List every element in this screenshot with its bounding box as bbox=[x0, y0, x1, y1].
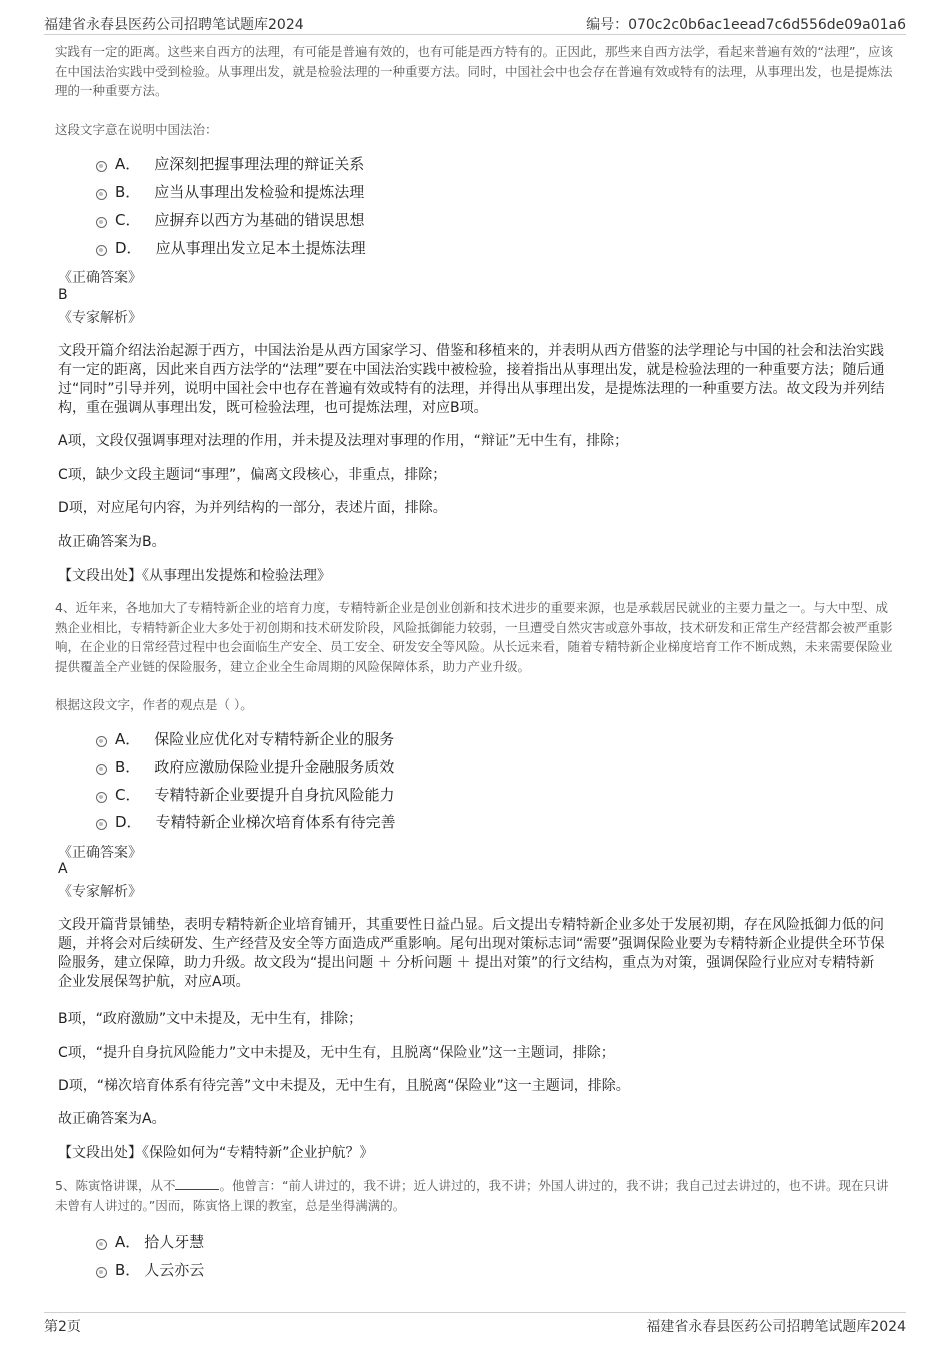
radio-icon[interactable] bbox=[96, 764, 107, 775]
q3-source: 【文段出处】《从事理出发提炼和检验法理》 bbox=[58, 568, 331, 584]
option-letter: A． bbox=[115, 1232, 141, 1251]
q3-option-d[interactable] bbox=[96, 236, 366, 258]
q3-analysis-label: 《专家解析》 bbox=[58, 310, 142, 326]
option-text: 专精特新企业要提升自身抗风险能力 bbox=[154, 785, 395, 804]
page-header bbox=[44, 0, 906, 35]
q4-exclusion-b: B项，“政府激励”文中未提及，无中生有，排除； bbox=[58, 1011, 363, 1027]
q5-passage-before: 5、陈寅恪讲课，从不 bbox=[55, 1178, 176, 1193]
option-letter: A． bbox=[115, 154, 141, 173]
radio-icon[interactable] bbox=[96, 189, 107, 200]
option-letter: C． bbox=[115, 210, 141, 229]
q4-source: 【文段出处】《保险如何为“专精特新”企业护航？》 bbox=[58, 1145, 374, 1161]
radio-icon[interactable] bbox=[96, 1267, 107, 1278]
radio-icon[interactable] bbox=[96, 792, 107, 803]
q5-passage-after: 。他曾言：“前人讲过的，我不讲；近人讲过的，我不讲；外国人讲过的，我不讲；我自己过去讲过的，也不讲。现在只讲未曾有人讲过的。”因而，陈寅恪上课的教室，总是坐得满满的。 bbox=[55, 1178, 889, 1213]
option-letter: D． bbox=[115, 238, 142, 257]
q3-answer: B bbox=[58, 287, 68, 303]
page-footer bbox=[44, 1312, 906, 1343]
q3-option-c[interactable] bbox=[96, 208, 365, 230]
radio-icon[interactable] bbox=[96, 1239, 107, 1250]
q4-analysis: 文段开篇背景铺垫，表明专精特新企业培育铺开，其重要性日益凸显。后文提出专精特新企业多处于发展初期，存在风险抵御力低的问题，并将会对后续研发、生产经营及安全等方面造成严重影响。尾句出现对策标志词“需要”强调保险业要为专精特新企业提供全环节保险服务，建立保障，助力升级。故文段为“提出问题 ＋ 分析问题 ＋ 提出对策”的行文结构，重点为对策，强调保险行业应对专精特新企业发展保驾护航，对应A项。 bbox=[58, 917, 885, 990]
q4-answer-label: 《正确答案》 bbox=[58, 845, 142, 861]
option-letter: B． bbox=[115, 182, 141, 201]
q4-option-c[interactable] bbox=[96, 783, 395, 805]
q4-answer: A bbox=[58, 861, 68, 877]
option-text: 应从事理出发立足本土提炼法理 bbox=[155, 238, 366, 257]
option-text: 拾人牙慧 bbox=[144, 1232, 205, 1251]
option-letter: B． bbox=[115, 757, 141, 776]
q4-passage: 4、近年来，各地加大了专精特新企业的培育力度，专精特新企业是创业创新和技术进步的重要来源，也是承载居民就业的主要力量之一。与大中型、成熟企业相比，专精特新企业大多处于初创期和技术研发阶段，风险抵御能力较弱，一旦遭受自然灾害或意外事故，技术研发和正常生产经营都会被严重影响，在企业的日常经营过程中也会面临生产安全、员工安全、研发安全等风险。从长远来看，随着专精特新企业梯度培育工作不断成熟，未来需要保险业提供覆盖全产业链的保险服务，建立企业全生命周期的风险保障体系，助力产业升级。 bbox=[55, 600, 893, 674]
q3-exclusion-d: D项，对应尾句内容，为并列结构的一部分，表述片面，排除。 bbox=[58, 500, 447, 516]
q3-conclusion: 故正确答案为B。 bbox=[58, 534, 166, 550]
q5-option-b[interactable] bbox=[96, 1258, 204, 1280]
option-text: 应摒弃以西方为基础的错误思想 bbox=[154, 210, 365, 229]
q4-exclusion-d: D项，“梯次培育体系有待完善”文中未提及，无中生有，且脱离“保险业”这一主题词，排除。 bbox=[58, 1078, 630, 1094]
q4-exclusion-c: C项，“提升自身抗风险能力”文中未提及，无中生有，且脱离“保险业”这一主题词，排除； bbox=[58, 1045, 615, 1061]
fill-in-blank bbox=[175, 1177, 219, 1190]
q3-analysis: 文段开篇介绍法治起源于西方，中国法治是从西方国家学习、借鉴和移植来的，并表明从西方借鉴的法学理论与中国的社会和法治实践有一定的距离，因此来自西方法学的“法理”要在中国法治实践中被检验，接着指出从事理出发，就是检验法理的一种重要方法；随后通过“同时”引导并列，说明中国社会中也存在普遍有效或特有的法理，并得出从事理出发，是提炼法理的一种重要方法。故文段为并列结构，重在强调从事理出发，既可检验法理，也可提炼法理，对应B项。 bbox=[58, 343, 885, 416]
q3-option-b[interactable] bbox=[96, 180, 364, 202]
radio-icon[interactable] bbox=[96, 736, 107, 747]
radio-icon[interactable] bbox=[96, 217, 107, 228]
option-letter: A． bbox=[115, 729, 141, 748]
footer-title: 福建省永春县医药公司招聘笔试题库2024 bbox=[646, 1319, 906, 1335]
document-code: 编号：070c2c0b6ac1eead7c6d556de09a01a6 bbox=[586, 17, 906, 33]
option-text: 保险业应优化对专精特新企业的服务 bbox=[154, 729, 395, 748]
q3-exclusion-c: C项，缺少文段主题词“事理”，偏离文段核心，非重点，排除； bbox=[58, 467, 447, 483]
q4-option-a[interactable] bbox=[96, 727, 394, 749]
radio-icon[interactable] bbox=[96, 245, 107, 256]
q4-analysis-label: 《专家解析》 bbox=[58, 884, 142, 900]
q3-passage: 实践有一定的距离。这些来自西方的法理，有可能是普遍有效的，也有可能是西方特有的。正因此，那些来自西方法学，看起来普遍有效的“法理”，应该在中国法治实践中受到检验。从事理出发，就是检验法理的一种重要方法。同时，中国社会中也会存在普遍有效或特有的法理，从事理出发，也是提炼法理的一种重要方法。 bbox=[55, 44, 893, 98]
q5-passage bbox=[55, 1176, 898, 1215]
q4-conclusion: 故正确答案为A。 bbox=[58, 1111, 166, 1127]
option-letter: D． bbox=[115, 812, 142, 831]
page-number: 第2页 bbox=[44, 1319, 81, 1335]
q3-stem: 这段文字意在说明中国法治： bbox=[55, 122, 218, 137]
option-text: 专精特新企业梯次培育体系有待完善 bbox=[155, 812, 396, 831]
radio-icon[interactable] bbox=[96, 161, 107, 172]
option-text: 政府应激励保险业提升金融服务质效 bbox=[154, 757, 395, 776]
header-title: 福建省永春县医药公司招聘笔试题库2024 bbox=[44, 17, 304, 33]
radio-icon[interactable] bbox=[96, 819, 107, 830]
option-text: 应当从事理出发检验和提炼法理 bbox=[154, 182, 365, 201]
option-text: 应深刻把握事理法理的辩证关系 bbox=[154, 154, 365, 173]
q4-stem: 根据这段文字，作者的观点是（ ）。 bbox=[55, 697, 253, 712]
q5-option-a[interactable] bbox=[96, 1230, 204, 1252]
q3-answer-label: 《正确答案》 bbox=[58, 270, 142, 286]
option-letter: C． bbox=[115, 785, 141, 804]
q3-option-a[interactable] bbox=[96, 152, 364, 174]
option-text: 人云亦云 bbox=[144, 1260, 205, 1279]
q4-option-d[interactable] bbox=[96, 810, 396, 832]
q4-option-b[interactable] bbox=[96, 755, 394, 777]
option-letter: B． bbox=[115, 1260, 141, 1279]
q3-exclusion-a: A项，文段仅强调事理对法理的作用，并未提及法理对事理的作用，“辩证”无中生有，排除； bbox=[58, 433, 629, 449]
